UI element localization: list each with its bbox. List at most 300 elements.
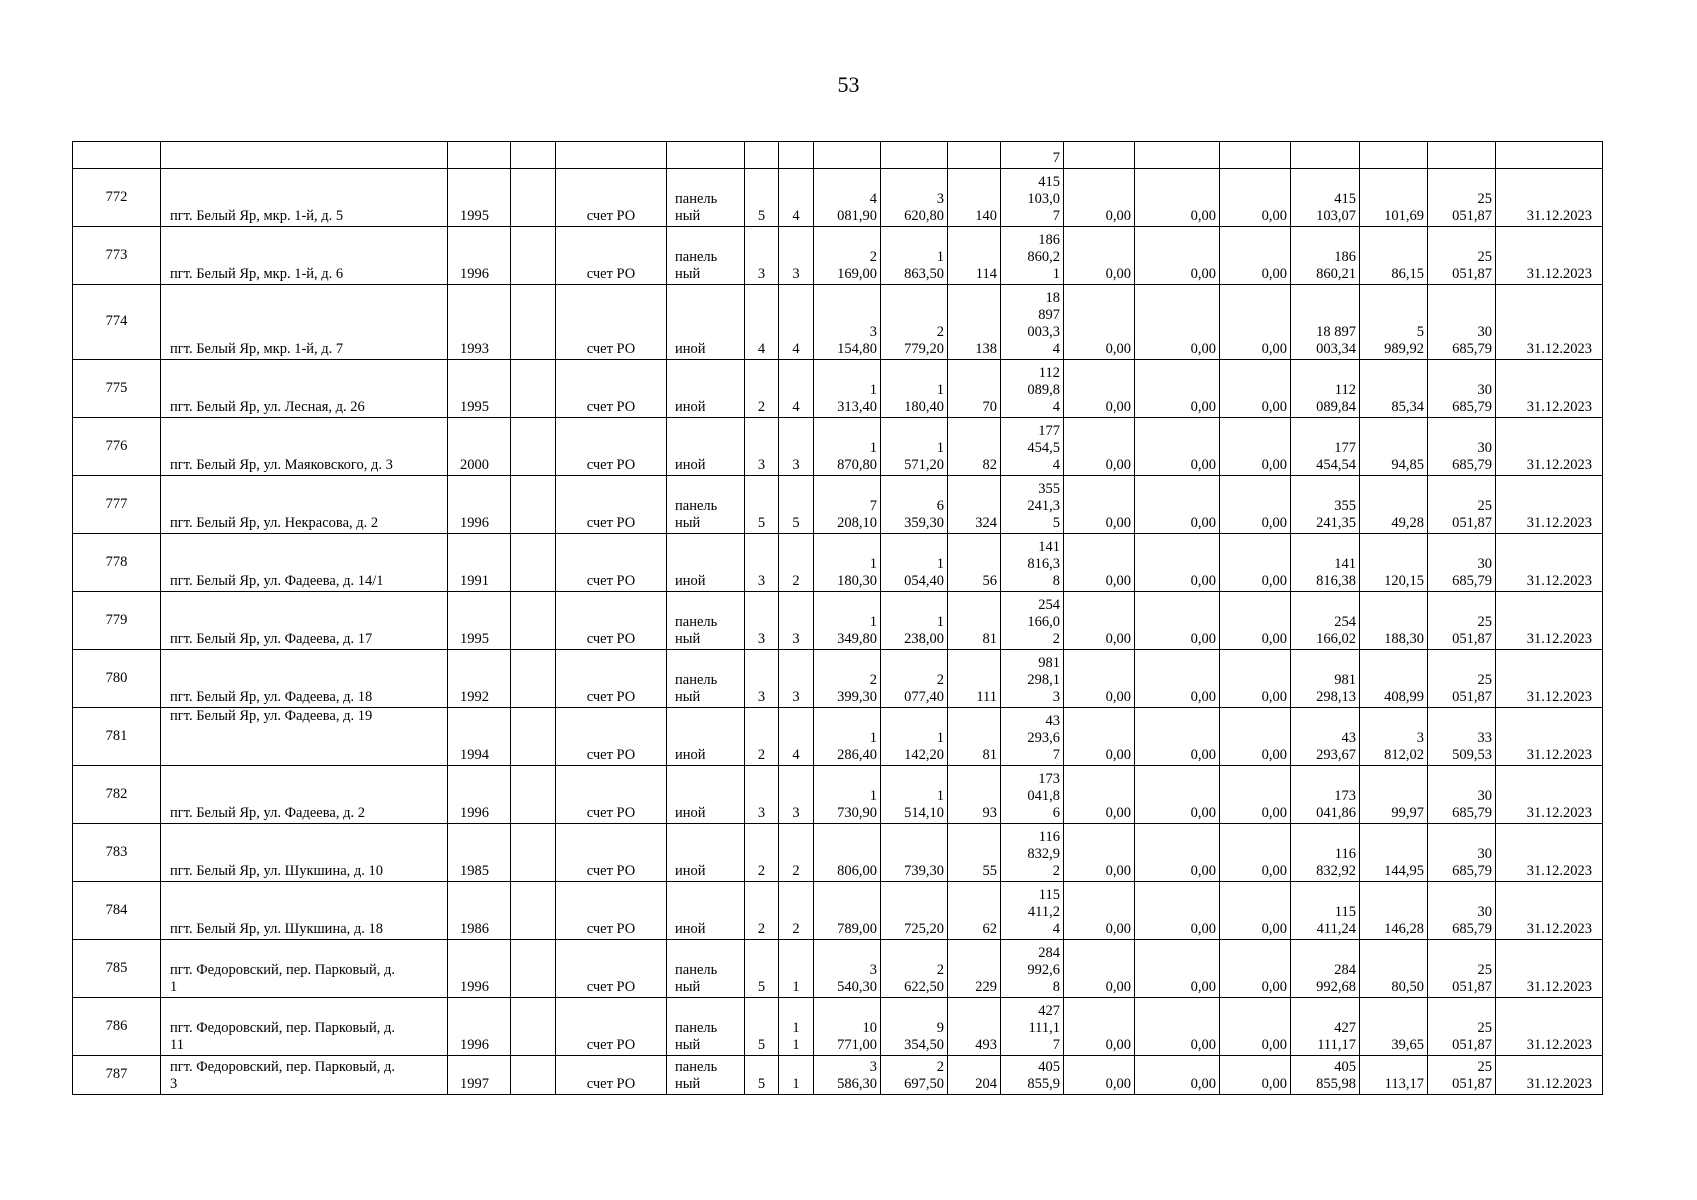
deadline-cell: 31.12.2023 [1496, 360, 1603, 418]
total-cost-cell: 116 832,92 [1291, 824, 1360, 882]
funding-b-cell: 0,00 [1135, 418, 1220, 476]
living-area-cell: 2 077,40 [881, 650, 948, 708]
cell [948, 142, 1001, 169]
fund-method-cell: счет РО [556, 534, 667, 592]
funding-b-cell: 0,00 [1135, 882, 1220, 940]
row-number-cell: 781 [73, 708, 161, 766]
unit-cost-cell: 146,28 [1360, 882, 1428, 940]
residents-cell: 229 [948, 940, 1001, 998]
funding-a-cell: 0,00 [1064, 227, 1135, 285]
total-area-cell: 7 208,10 [814, 476, 881, 534]
total-cost-cell: 112 089,84 [1291, 360, 1360, 418]
address-cell: пгт. Белый Яр, ул. Фадеева, д. 17 [161, 592, 448, 650]
funding-b-cell: 0,00 [1135, 940, 1220, 998]
deadline-cell: 31.12.2023 [1496, 476, 1603, 534]
deadline-cell: 31.12.2023 [1496, 940, 1603, 998]
page-number: 53 [837, 72, 860, 97]
fund-method-cell: счет РО [556, 476, 667, 534]
funding-b-cell: 0,00 [1135, 285, 1220, 360]
funding-a-cell: 0,00 [1064, 882, 1135, 940]
cost-limit-cell: 30 685,79 [1428, 360, 1496, 418]
address-cell: пгт. Белый Яр, мкр. 1-й, д. 7 [161, 285, 448, 360]
funding-b-cell: 0,00 [1135, 476, 1220, 534]
total-area-cell: 10 771,00 [814, 998, 881, 1056]
cell [667, 142, 745, 169]
wall-material-cell: иной [667, 534, 745, 592]
living-area-cell: 6 359,30 [881, 476, 948, 534]
address-cell: пгт. Белый Яр, ул. Некрасова, д. 2 [161, 476, 448, 534]
empty-cell-cell [511, 998, 556, 1056]
funding-c-cell: 0,00 [1220, 534, 1291, 592]
unit-cost-cell: 408,99 [1360, 650, 1428, 708]
table-row [73, 169, 1603, 227]
floors-cell: 2 [745, 824, 779, 882]
funding-a-cell: 0,00 [1064, 285, 1135, 360]
fund-method-cell: счет РО [556, 285, 667, 360]
row-number-cell: 773 [73, 227, 161, 285]
deadline-cell: 31.12.2023 [1496, 824, 1603, 882]
entrances-cell: 2 [779, 882, 814, 940]
build-year-cell: 1995 [448, 360, 511, 418]
unit-cost-cell: 99,97 [1360, 766, 1428, 824]
unit-cost-cell: 113,17 [1360, 1056, 1428, 1095]
deadline-cell: 31.12.2023 [1496, 285, 1603, 360]
living-area-cell: 9 354,50 [881, 998, 948, 1056]
empty-cell-cell [511, 476, 556, 534]
cost-limit-cell: 25 051,87 [1428, 476, 1496, 534]
address-cell: пгт. Белый Яр, ул. Маяковского, д. 3 [161, 418, 448, 476]
repair-cost-cell: 115 411,2 4 [1001, 882, 1064, 940]
funding-b-cell: 0,00 [1135, 534, 1220, 592]
funding-c-cell: 0,00 [1220, 476, 1291, 534]
residents-cell: 81 [948, 708, 1001, 766]
row-number-cell: 772 [73, 169, 161, 227]
cell [73, 142, 161, 169]
floors-cell: 3 [745, 592, 779, 650]
table-row [73, 227, 1603, 285]
floors-cell: 2 [745, 360, 779, 418]
cell [745, 142, 779, 169]
living-area-cell: 1 863,50 [881, 227, 948, 285]
unit-cost-cell: 80,50 [1360, 940, 1428, 998]
build-year-cell: 1997 [448, 1056, 511, 1095]
deadline-cell: 31.12.2023 [1496, 227, 1603, 285]
living-area-cell: 739,30 [881, 824, 948, 882]
build-year-cell: 1996 [448, 476, 511, 534]
funding-a-cell: 0,00 [1064, 766, 1135, 824]
fund-method-cell: счет РО [556, 940, 667, 998]
funding-c-cell: 0,00 [1220, 169, 1291, 227]
empty-cell-cell [511, 418, 556, 476]
funding-c-cell: 0,00 [1220, 998, 1291, 1056]
total-area-cell: 1 870,80 [814, 418, 881, 476]
table-row [73, 534, 1603, 592]
table-row [73, 824, 1603, 882]
wall-material-cell: панель ный [667, 1056, 745, 1095]
total-area-cell: 1 730,90 [814, 766, 881, 824]
funding-a-cell: 0,00 [1064, 708, 1135, 766]
funding-c-cell: 0,00 [1220, 882, 1291, 940]
empty-cell-cell [511, 650, 556, 708]
total-cost-cell: 43 293,67 [1291, 708, 1360, 766]
fund-method-cell: счет РО [556, 169, 667, 227]
total-cost-cell: 141 816,38 [1291, 534, 1360, 592]
funding-a-cell: 0,00 [1064, 418, 1135, 476]
funding-b-cell: 0,00 [1135, 824, 1220, 882]
total-cost-cell: 254 166,02 [1291, 592, 1360, 650]
cell [779, 142, 814, 169]
wall-material-cell: панель ный [667, 227, 745, 285]
repair-cost-cell: 284 992,6 8 [1001, 940, 1064, 998]
empty-cell-cell [511, 1056, 556, 1095]
build-year-cell: 1991 [448, 534, 511, 592]
funding-a-cell: 0,00 [1064, 824, 1135, 882]
empty-cell-cell [511, 592, 556, 650]
living-area-cell: 725,20 [881, 882, 948, 940]
build-year-cell: 1995 [448, 169, 511, 227]
address-cell: пгт. Федоровский, пер. Парковый, д. 1 [161, 940, 448, 998]
row-number-cell: 783 [73, 824, 161, 882]
funding-c-cell: 0,00 [1220, 708, 1291, 766]
table-row [73, 940, 1603, 998]
build-year-cell: 1996 [448, 766, 511, 824]
residents-cell: 324 [948, 476, 1001, 534]
wall-material-cell: иной [667, 824, 745, 882]
table-row [73, 360, 1603, 418]
repair-cost-cell: 355 241,3 5 [1001, 476, 1064, 534]
row-number-cell: 776 [73, 418, 161, 476]
floors-cell: 5 [745, 169, 779, 227]
residents-cell: 140 [948, 169, 1001, 227]
deadline-cell: 31.12.2023 [1496, 418, 1603, 476]
residents-cell: 493 [948, 998, 1001, 1056]
living-area-cell: 1 514,10 [881, 766, 948, 824]
entrances-cell: 4 [779, 360, 814, 418]
empty-cell-cell [511, 534, 556, 592]
address-cell: пгт. Белый Яр, ул. Фадеева, д. 14/1 [161, 534, 448, 592]
funding-c-cell: 0,00 [1220, 285, 1291, 360]
cell [1360, 142, 1428, 169]
row-number-cell: 787 [73, 1056, 161, 1095]
wall-material-cell: панель ный [667, 476, 745, 534]
residents-cell: 62 [948, 882, 1001, 940]
residents-cell: 55 [948, 824, 1001, 882]
living-area-cell: 1 054,40 [881, 534, 948, 592]
table-row [73, 766, 1603, 824]
wall-material-cell: иной [667, 418, 745, 476]
cost-limit-cell: 25 051,87 [1428, 227, 1496, 285]
carry-over-row [73, 142, 1603, 169]
funding-a-cell: 0,00 [1064, 650, 1135, 708]
fund-method-cell: счет РО [556, 1056, 667, 1095]
residents-cell: 114 [948, 227, 1001, 285]
table-row [73, 476, 1603, 534]
entrances-cell: 1 1 [779, 998, 814, 1056]
build-year-cell: 1996 [448, 998, 511, 1056]
wall-material-cell: панель ный [667, 169, 745, 227]
table-row [73, 592, 1603, 650]
wall-material-cell: панель ный [667, 998, 745, 1056]
deadline-cell: 31.12.2023 [1496, 882, 1603, 940]
repair-cost-cell: 186 860,2 1 [1001, 227, 1064, 285]
cost-limit-cell: 30 685,79 [1428, 882, 1496, 940]
cost-limit-cell: 30 685,79 [1428, 418, 1496, 476]
row-number-cell: 777 [73, 476, 161, 534]
build-year-cell: 1986 [448, 882, 511, 940]
address-cell: пгт. Белый Яр, ул. Шукшина, д. 10 [161, 824, 448, 882]
fund-method-cell: счет РО [556, 418, 667, 476]
entrances-cell: 4 [779, 708, 814, 766]
funding-b-cell: 0,00 [1135, 169, 1220, 227]
wall-material-cell: иной [667, 360, 745, 418]
address-cell: пгт. Федоровский, пер. Парковый, д. 11 [161, 998, 448, 1056]
funding-a-cell: 0,00 [1064, 940, 1135, 998]
funding-b-cell: 0,00 [1135, 227, 1220, 285]
cell [814, 142, 881, 169]
row-number-cell: 785 [73, 940, 161, 998]
repair-cost-cell: 116 832,9 2 [1001, 824, 1064, 882]
living-area-cell: 2 697,50 [881, 1056, 948, 1095]
funding-c-cell: 0,00 [1220, 227, 1291, 285]
funding-a-cell: 0,00 [1064, 1056, 1135, 1095]
total-cost-cell: 186 860,21 [1291, 227, 1360, 285]
living-area-cell: 2 779,20 [881, 285, 948, 360]
empty-cell-cell [511, 882, 556, 940]
deadline-cell: 31.12.2023 [1496, 592, 1603, 650]
address-cell: пгт. Белый Яр, мкр. 1-й, д. 6 [161, 227, 448, 285]
funding-b-cell: 0,00 [1135, 650, 1220, 708]
funding-c-cell: 0,00 [1220, 824, 1291, 882]
cell [1496, 142, 1603, 169]
cell [511, 142, 556, 169]
cell [448, 142, 511, 169]
repair-cost-cell: 981 298,1 3 [1001, 650, 1064, 708]
fund-method-cell: счет РО [556, 650, 667, 708]
residents-cell: 82 [948, 418, 1001, 476]
total-cost-cell: 427 111,17 [1291, 998, 1360, 1056]
floors-cell: 3 [745, 227, 779, 285]
row-number-cell: 774 [73, 285, 161, 360]
residents-cell: 138 [948, 285, 1001, 360]
cell [1291, 142, 1360, 169]
cell [556, 142, 667, 169]
row-number-cell: 784 [73, 882, 161, 940]
funding-c-cell: 0,00 [1220, 360, 1291, 418]
entrances-cell: 3 [779, 418, 814, 476]
funding-b-cell: 0,00 [1135, 1056, 1220, 1095]
total-cost-cell: 981 298,13 [1291, 650, 1360, 708]
deadline-cell: 31.12.2023 [1496, 1056, 1603, 1095]
funding-b-cell: 0,00 [1135, 592, 1220, 650]
total-area-cell: 3 154,80 [814, 285, 881, 360]
cost-limit-cell: 25 051,87 [1428, 650, 1496, 708]
deadline-cell: 31.12.2023 [1496, 708, 1603, 766]
living-area-cell: 1 180,40 [881, 360, 948, 418]
funding-b-cell: 0,00 [1135, 708, 1220, 766]
fund-method-cell: счет РО [556, 998, 667, 1056]
entrances-cell: 3 [779, 592, 814, 650]
unit-cost-cell: 144,95 [1360, 824, 1428, 882]
total-cost-cell: 18 897 003,34 [1291, 285, 1360, 360]
living-area-cell: 3 620,80 [881, 169, 948, 227]
unit-cost-cell: 94,85 [1360, 418, 1428, 476]
funding-a-cell: 0,00 [1064, 998, 1135, 1056]
entrances-cell: 4 [779, 285, 814, 360]
wall-material-cell: панель ный [667, 940, 745, 998]
cost-limit-cell: 25 051,87 [1428, 592, 1496, 650]
funding-c-cell: 0,00 [1220, 418, 1291, 476]
repair-cost-cell: 177 454,5 4 [1001, 418, 1064, 476]
total-area-cell: 806,00 [814, 824, 881, 882]
entrances-cell: 5 [779, 476, 814, 534]
funding-a-cell: 0,00 [1064, 169, 1135, 227]
funding-a-cell: 0,00 [1064, 360, 1135, 418]
build-year-cell: 1992 [448, 650, 511, 708]
total-area-cell: 2 169,00 [814, 227, 881, 285]
total-area-cell: 2 399,30 [814, 650, 881, 708]
table-row [73, 650, 1603, 708]
unit-cost-cell: 49,28 [1360, 476, 1428, 534]
floors-cell: 3 [745, 650, 779, 708]
total-cost-cell: 355 241,35 [1291, 476, 1360, 534]
living-area-cell: 1 571,20 [881, 418, 948, 476]
empty-cell-cell [511, 227, 556, 285]
entrances-cell: 3 [779, 227, 814, 285]
floors-cell: 4 [745, 285, 779, 360]
address-cell: пгт. Белый Яр, ул. Шукшина, д. 18 [161, 882, 448, 940]
total-cost-cell: 115 411,24 [1291, 882, 1360, 940]
residents-cell: 204 [948, 1056, 1001, 1095]
empty-cell-cell [511, 708, 556, 766]
wall-material-cell: панель ный [667, 592, 745, 650]
cell [1064, 142, 1135, 169]
funding-a-cell: 0,00 [1064, 476, 1135, 534]
build-year-cell: 1993 [448, 285, 511, 360]
repair-cost-cell: 427 111,1 7 [1001, 998, 1064, 1056]
address-cell: пгт. Белый Яр, мкр. 1-й, д. 5 [161, 169, 448, 227]
residents-cell: 93 [948, 766, 1001, 824]
deadline-cell: 31.12.2023 [1496, 766, 1603, 824]
total-cost-cell: 405 855,98 [1291, 1056, 1360, 1095]
address-cell: пгт. Белый Яр, ул. Фадеева, д. 19 [161, 708, 448, 766]
housing-register-table [72, 141, 1603, 1095]
floors-cell: 2 [745, 882, 779, 940]
floors-cell: 5 [745, 1056, 779, 1095]
table-row [73, 285, 1603, 360]
living-area-cell: 1 238,00 [881, 592, 948, 650]
funding-c-cell: 0,00 [1220, 940, 1291, 998]
cost-limit-cell: 30 685,79 [1428, 766, 1496, 824]
address-cell: пгт. Федоровский, пер. Парковый, д. 3 [161, 1056, 448, 1095]
total-cost-cell: 415 103,07 [1291, 169, 1360, 227]
carry-over-value: 7 [1001, 142, 1064, 169]
deadline-cell: 31.12.2023 [1496, 998, 1603, 1056]
unit-cost-cell: 3 812,02 [1360, 708, 1428, 766]
cost-limit-cell: 30 685,79 [1428, 285, 1496, 360]
funding-a-cell: 0,00 [1064, 592, 1135, 650]
fund-method-cell: счет РО [556, 592, 667, 650]
cost-limit-cell: 25 051,87 [1428, 1056, 1496, 1095]
unit-cost-cell: 39,65 [1360, 998, 1428, 1056]
cell [161, 142, 448, 169]
entrances-cell: 1 [779, 940, 814, 998]
entrances-cell: 1 [779, 1056, 814, 1095]
funding-b-cell: 0,00 [1135, 998, 1220, 1056]
build-year-cell: 1996 [448, 940, 511, 998]
funding-c-cell: 0,00 [1220, 592, 1291, 650]
row-number-cell: 780 [73, 650, 161, 708]
cell [1428, 142, 1496, 169]
table-row [73, 998, 1603, 1056]
build-year-cell: 1994 [448, 708, 511, 766]
total-area-cell: 3 586,30 [814, 1056, 881, 1095]
total-area-cell: 1 286,40 [814, 708, 881, 766]
empty-cell-cell [511, 766, 556, 824]
wall-material-cell: иной [667, 882, 745, 940]
repair-cost-cell: 141 816,3 8 [1001, 534, 1064, 592]
fund-method-cell: счет РО [556, 360, 667, 418]
empty-cell-cell [511, 940, 556, 998]
floors-cell: 5 [745, 940, 779, 998]
build-year-cell: 1996 [448, 227, 511, 285]
row-number-cell: 786 [73, 998, 161, 1056]
entrances-cell: 3 [779, 766, 814, 824]
cost-limit-cell: 25 051,87 [1428, 940, 1496, 998]
floors-cell: 3 [745, 418, 779, 476]
total-cost-cell: 173 041,86 [1291, 766, 1360, 824]
unit-cost-cell: 120,15 [1360, 534, 1428, 592]
floors-cell: 3 [745, 534, 779, 592]
unit-cost-cell: 85,34 [1360, 360, 1428, 418]
unit-cost-cell: 5 989,92 [1360, 285, 1428, 360]
wall-material-cell: иной [667, 285, 745, 360]
floors-cell: 5 [745, 476, 779, 534]
empty-cell-cell [511, 285, 556, 360]
entrances-cell: 2 [779, 534, 814, 592]
deadline-cell: 31.12.2023 [1496, 169, 1603, 227]
cost-limit-cell: 30 685,79 [1428, 824, 1496, 882]
deadline-cell: 31.12.2023 [1496, 534, 1603, 592]
row-number-cell: 782 [73, 766, 161, 824]
table-row [73, 708, 1603, 766]
unit-cost-cell: 86,15 [1360, 227, 1428, 285]
fund-method-cell: счет РО [556, 882, 667, 940]
build-year-cell: 1995 [448, 592, 511, 650]
repair-cost-cell: 112 089,8 4 [1001, 360, 1064, 418]
cost-limit-cell: 25 051,87 [1428, 998, 1496, 1056]
residents-cell: 111 [948, 650, 1001, 708]
floors-cell: 3 [745, 766, 779, 824]
cell [1220, 142, 1291, 169]
total-area-cell: 1 180,30 [814, 534, 881, 592]
funding-c-cell: 0,00 [1220, 766, 1291, 824]
total-area-cell: 1 313,40 [814, 360, 881, 418]
wall-material-cell: иной [667, 708, 745, 766]
repair-cost-cell: 405 855,9 [1001, 1056, 1064, 1095]
fund-method-cell: счет РО [556, 824, 667, 882]
cost-limit-cell: 33 509,53 [1428, 708, 1496, 766]
funding-b-cell: 0,00 [1135, 360, 1220, 418]
wall-material-cell: панель ный [667, 650, 745, 708]
funding-c-cell: 0,00 [1220, 650, 1291, 708]
cost-limit-cell: 30 685,79 [1428, 534, 1496, 592]
table-row [73, 1056, 1603, 1095]
floors-cell: 5 [745, 998, 779, 1056]
empty-cell-cell [511, 824, 556, 882]
address-cell: пгт. Белый Яр, ул. Фадеева, д. 2 [161, 766, 448, 824]
unit-cost-cell: 188,30 [1360, 592, 1428, 650]
repair-cost-cell: 18 897 003,3 4 [1001, 285, 1064, 360]
